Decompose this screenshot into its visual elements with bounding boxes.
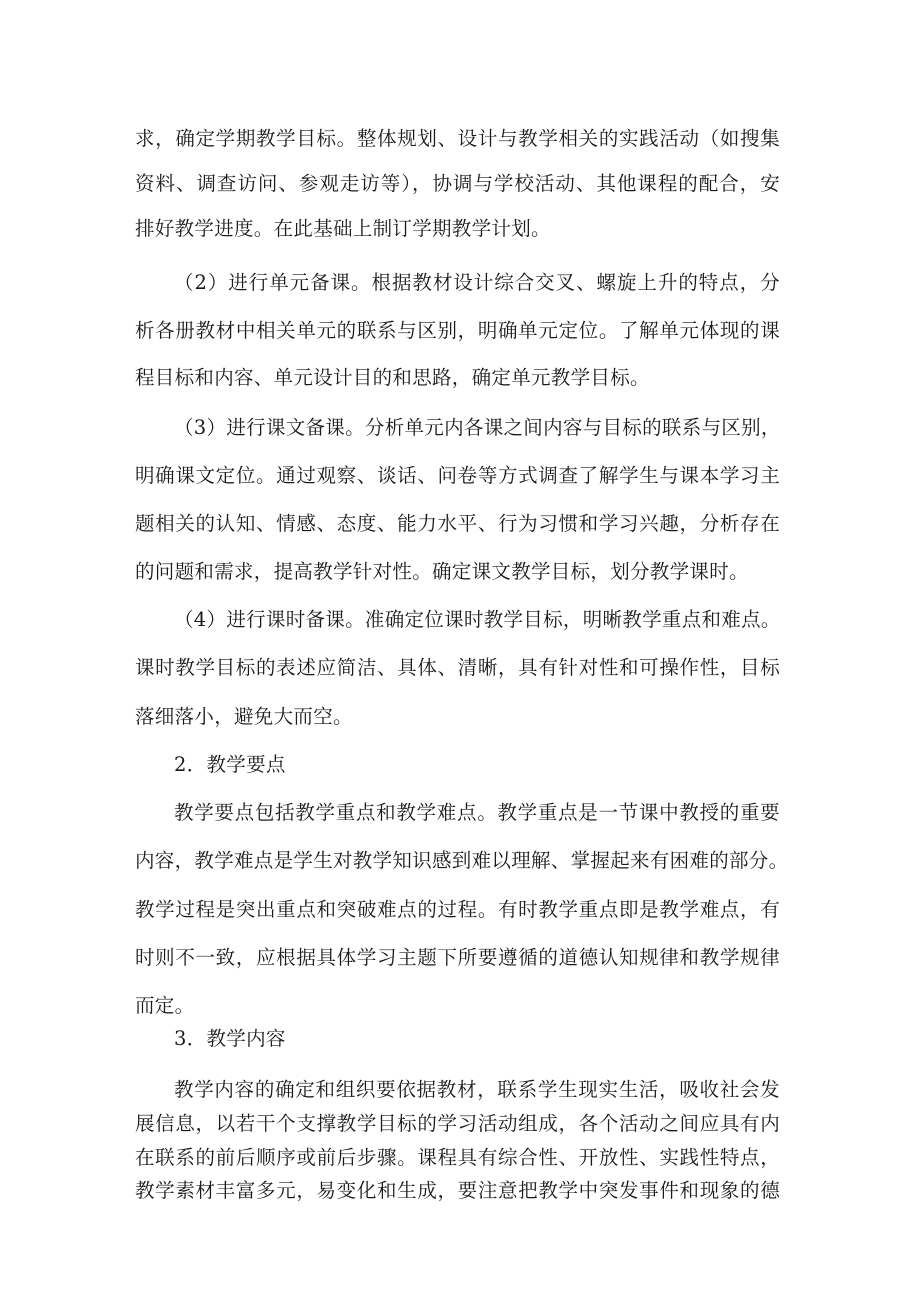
- paragraph-line: 内容，教学难点是学生对教学知识感到难以理解、掌握起来有困难的部分。: [135, 849, 789, 872]
- paragraph-line: 在联系的前后顺序或前后步骤。课程具有综合性、开放性、实践性特点，: [135, 1146, 780, 1169]
- section-heading: 2．教学要点: [174, 753, 286, 776]
- paragraph-line: 展信息，以若干个支撑教学目标的学习活动组成，各个活动之间应具有内: [135, 1112, 780, 1135]
- paragraph-line: 时则不一致，应根据具体学习主题下所要遵循的道德认知规律和教学规律: [135, 946, 780, 969]
- paragraph-line: （4）进行课时备课。准确定位课时教学目标，明晰教学重点和难点。: [174, 608, 781, 631]
- paragraph-line: 教学要点包括教学重点和教学难点。教学重点是一节课中教授的重要: [174, 801, 780, 824]
- section-heading: 3．教学内容: [174, 1027, 286, 1050]
- paragraph-line: 教学素材丰富多元，易变化和生成，要注意把教学中突发事件和现象的德: [135, 1179, 780, 1202]
- paragraph-line: 明确课文定位。通过观察、谈话、问卷等方式调查了解学生与课本学习主: [135, 464, 780, 487]
- paragraph-line: （2）进行单元备课。根据教材设计综合交叉、螺旋上升的特点，分: [174, 271, 780, 294]
- paragraph-line: 程目标和内容、单元设计目的和思路，确定单元教学目标。: [135, 366, 650, 389]
- paragraph-line: 求，确定学期教学目标。整体规划、设计与教学相关的实践活动（如搜集: [135, 127, 780, 150]
- paragraph-line: （3）进行课文备课。分析单元内各课之间内容与目标的联系与区别，: [174, 416, 781, 439]
- paragraph-line: 落细落小，避免大而空。: [135, 705, 353, 728]
- paragraph-line: 析各册教材中相关单元的联系与区别，明确单元定位。了解单元体现的课: [135, 319, 780, 342]
- paragraph-line: 而定。: [135, 994, 195, 1017]
- paragraph-line: 的问题和需求，提高教学针对性。确定课文教学目标，划分教学课时。: [135, 560, 749, 583]
- paragraph-line: 排好教学进度。在此基础上制订学期教学计划。: [135, 217, 551, 240]
- paragraph-line: 题相关的认知、情感、态度、能力水平、行为习惯和学习兴趣，分析存在: [135, 512, 780, 535]
- paragraph-line: 教学内容的确定和组织要依据教材，联系学生现实生活，吸收社会发: [174, 1078, 780, 1101]
- paragraph-line: 课时教学目标的表述应简洁、具体、清晰，具有针对性和可操作性，目标: [135, 656, 780, 679]
- paragraph-line: 教学过程是突出重点和突破难点的过程。有时教学重点即是教学难点，有: [135, 898, 780, 921]
- paragraph-line: 资料、调查访问、参观走访等），协调与学校活动、其他课程的配合，安: [135, 172, 780, 195]
